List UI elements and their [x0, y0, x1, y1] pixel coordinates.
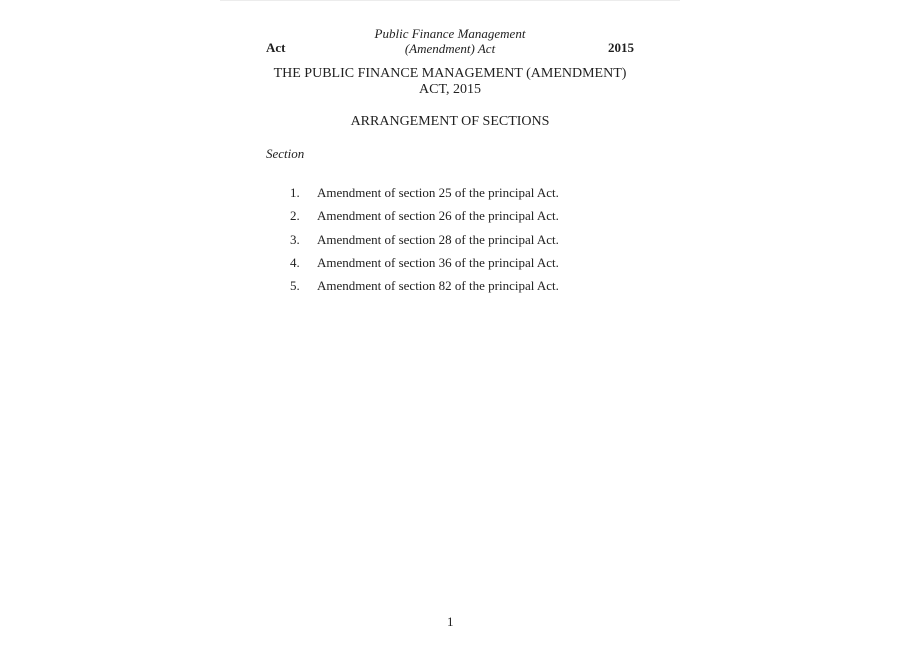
section-number: 3. — [290, 232, 300, 247]
section-number: 4. — [290, 255, 300, 270]
section-title: Amendment of section 82 of the principal Act. — [317, 278, 559, 293]
list-item — [0, 278, 900, 298]
list-item — [0, 232, 900, 252]
arrangement-heading: ARRANGEMENT OF SECTIONS — [350, 114, 550, 129]
section-title: Amendment of section 28 of the principal Act. — [317, 232, 559, 247]
section-number: 5. — [290, 278, 300, 293]
title-line2: ACT, 2015 — [419, 82, 481, 97]
page-top-edge — [220, 0, 680, 1]
section-number: 1. — [290, 185, 300, 200]
header-right-year: 2015 — [608, 40, 634, 55]
section-title: Amendment of section 36 of the principal Act. — [317, 255, 559, 270]
header-center-line2: (Amendment) Act — [404, 41, 496, 56]
list-item — [0, 255, 900, 275]
section-number: 2. — [290, 208, 300, 223]
header-center-line1: Public Finance Management — [374, 26, 526, 41]
page-number: 1 — [447, 614, 454, 629]
title-line1: THE PUBLIC FINANCE MANAGEMENT (AMENDMENT) — [273, 66, 627, 81]
header-left-label: Act — [266, 40, 286, 55]
section-title: Amendment of section 26 of the principal Act. — [317, 208, 559, 223]
section-column-label: Section — [266, 146, 305, 161]
list-item — [0, 208, 900, 228]
list-item — [0, 185, 900, 205]
section-title: Amendment of section 25 of the principal Act. — [317, 185, 559, 200]
